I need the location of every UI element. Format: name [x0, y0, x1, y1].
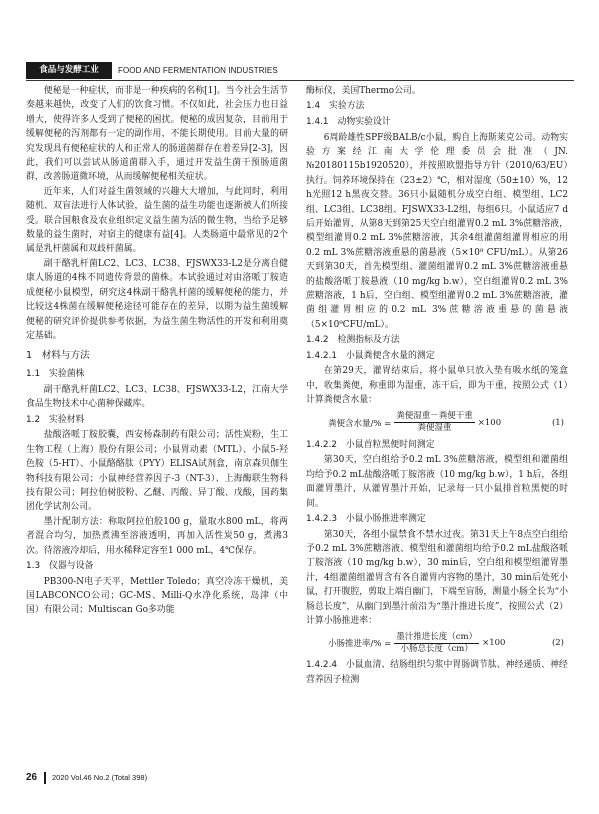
materials-paragraph: 盐酸洛哌丁胺胶囊，西安杨森制药有限公司；活性炭粉，生工生物工程（上海）股份有限公司；小鼠胃动素（MTL）、小鼠5-羟色胺（5-HT）、小鼠酪酪肽（PYY）ELISA试剂盒，南京森贝伽生物科技有限公司；小鼠神经营养因子-3（NT-3）、上海酶联生物科技有限公司；阿拉伯树胶粉、乙醚、丙酸、异丁酸、戊酸，国药集团化学试剂公司。 [26, 430, 288, 513]
formula-2-lhs: 小肠推进率/% = [328, 639, 392, 650]
formula-1-denominator: 粪便湿重 [417, 423, 452, 434]
formula-2 [306, 629, 568, 657]
running-header [26, 62, 574, 80]
formula-1-number: (1) [551, 417, 564, 428]
formula-1-numerator: 粪便湿重－粪便干重 [396, 411, 473, 422]
page-number: 26 [26, 772, 38, 783]
black-stool-paragraph: 第30天，空白组给予0.2 mL 3%蔗糖溶液，模型组和灌菌组均给予0.2 mL盐酸洛哌丁胺溶液（10 mg/kg b.w），1 h后，各组面灌胃墨汁，从灌胃墨汁开始，记录每一只小鼠排首粒黑便的时间。 [306, 455, 568, 509]
section-heading-1-4: 1.4 实验方法 [306, 101, 365, 112]
strains-paragraph: 副干酪乳杆菌LC2、LC3、LC38、FJSWX33-L2，江南大学食品生物技术中心菌种保藏库。 [26, 384, 288, 410]
section-heading-1-4-2: 1.4.2 检测指标及方法 [306, 335, 400, 346]
animal-design-paragraph: 6周龄雄性SPF级BALB/c小鼠，购自上海斯莱克公司。动物实验方案经江南大学伦理委员会批准（JN. №20180115b1920520），并按照欧盟指导方针（2010/63/EU）执行。饲养环境保持在（23±2）℃，相对湿度（50±10）%，12 h光照12 h黑夜交替。36只小鼠随机分成空白组、模型组、LC2组、LC3组、LC38组、FJSWX33-L2组，每组6只。小鼠适应7 d后开始灌胃，从第8天到第25天空白组灌胃0.2 mL 3%蔗糖溶液，模型组灌胃0.2 mL 3%蔗糖溶液，其余4组灌菌组灌胃相应的用0.2 mL 3%蔗糖溶液重悬的菌悬液（5×10⁹ CFU/mL）。从第26天到第30天，首先模型组、灌菌组灌胃0.2 mL 3%蔗糖溶液重悬的盐酸洛哌丁胺悬液（10 mg/kg b.w），空白组灌胃0.2 mL 3%蔗糖溶液，1 h后，空白组、模型组灌胃0.2 mL 3%蔗糖溶液，灌菌组灌胃相应的0.2 mL 3%蔗糖溶液重悬的菌悬液（5×10⁹CFU/mL）。 [306, 132, 568, 330]
section-heading-1-4-2-2: 1.4.2.2 小鼠首粒黑便时间测定 [306, 439, 435, 450]
section-heading-1: 1 材料与方法 [26, 350, 90, 362]
section-heading-1-4-1: 1.4.1 动物实验设计 [306, 117, 391, 127]
left-column [26, 84, 288, 754]
section-heading-1-2: 1.2 实验材料 [26, 414, 85, 425]
footer-divider [44, 772, 46, 784]
intro-paragraph-2: 近年来，人们对益生菌领域的兴趣大大增加，与此同时，利用随机、双盲法进行人体试验，益生菌的益生功能也逐渐被人们所接受。联合国粮食及农业组织定义益生菌为活的微生物，当给予足够数量的益生菌时，对宿主的健康有益[4]。人类肠道中最常见的2个属是乳杆菌属和双歧杆菌属。 [26, 186, 288, 255]
formula-2-denominator: 小肠总长度（cm） [400, 643, 473, 654]
header-rule [26, 80, 574, 81]
page-footer [26, 770, 574, 786]
journal-title-cn: 食品与发酵工业 [26, 62, 112, 79]
instruments-paragraph: PB300-N电子天平，Mettler Toledo；真空冷冻干燥机，美国LABCONCO公司；GC-MS、Milli-Q水净化系统，岛津（中国）有限公司；Multiscan Go多功能 [26, 576, 288, 616]
intro-paragraph-3: 副干酪乳杆菌LC2、LC3、LC38、FJSWX33-L2是分离自健康人肠道的4株不同遗传背景的菌株。本试验通过对由洛哌丁胺造成便秘小鼠模型，研究这4株副干酪乳杆菌的缓解便秘的能力，并比较这4株菌在缓解便秘途径可能存在的差异，以期为益生菌缓解便秘的研究评价提供参考依据，为益生菌生物活性的开发和利用奠定基础。 [26, 258, 288, 341]
section-heading-1-1: 1.1 实验菌株 [26, 369, 85, 380]
section-heading-1-4-2-3: 1.4.2.3 小鼠小肠推进率测定 [306, 513, 426, 524]
formula-2-fraction [394, 632, 479, 655]
issue-info: 2020 Vol.46 No.2 (Total 398) [52, 773, 148, 782]
fecal-water-paragraph: 在第29天，灌胃结束后，将小鼠单只放入垫有吸水纸的笼盒中，收集粪便，称重即为湿重，冻干后，即为干重，按照公式（1）计算粪便含水量： [306, 366, 568, 406]
intestinal-propulsion-paragraph: 第30天，各组小鼠禁食不禁水过夜。第31天上午8点空白组给予0.2 mL 3%蔗糖溶液、模型组和灌菌组均给予0.2 mL盐酸洛哌丁胺溶液（10 mg/kg b.w），30 min后，空白组和模型组灌胃墨汁，4组灌菌组灌胃含有各自灌胃内容物的墨汁，30 min后处死小鼠，打开腹腔，剪取上端自幽门，下端至盲肠，测量小肠全长为“小肠总长度”，从幽门到墨汁前沿为“墨汁推进长度”，按照公式（2）计算小肠推进率： [306, 529, 568, 626]
journal-title-en: FOOD AND FERMENTATION INDUSTRIES [118, 66, 278, 75]
ink-preparation-paragraph: 墨汁配制方法：称取阿拉伯胶100 g，量取水800 mL，将两者混合均匀，加热煮沸至溶液透明，再加入活性炭50 g，煮沸3次。待溶液冷却后，用水稀释定容至1 000 mL，4℃保存。 [26, 516, 288, 556]
section-heading-1-4-2-1: 1.4.2.1 小鼠粪便含水量的测定 [306, 350, 435, 361]
formula-1-lhs: 粪便含水量/% = [328, 418, 392, 429]
section-heading-1-4-2-4: 1.4.2.4 小鼠血清、结肠组织匀浆中胃肠调节肽、神经递质、神经营养因子检测 [306, 660, 568, 685]
formula-1-multiplier: ×100 [477, 417, 502, 428]
section-heading-1-3: 1.3 仪器与设备 [26, 560, 94, 571]
instruments-continued: 酶标仪，美国Thermo公司。 [306, 86, 421, 96]
formula-1-fraction [394, 411, 475, 434]
formula-2-multiplier: ×100 [482, 638, 506, 649]
right-column [306, 84, 568, 754]
formula-2-numerator: 墨汁推进长度（cm） [396, 631, 478, 642]
formula-2-number: (2) [551, 638, 564, 649]
intro-paragraph-1: 便秘是一种症状，而非是一种疾病的名称[1]。当今社会生活节奏越来越快，改变了人们的饮食习惯。不仅如此，社会压力也日益增大，使得许多人受到了便秘的困扰。便秘的成因复杂，目前用于缓解便秘的泻剂都有一定的副作用，不能长期使用。目前大量的研究发现具有便秘症状的人和正常人的肠道菌群存在着差异[2-3]，因此，我们可以尝试从肠道菌群入手，通过开发益生菌干预肠道菌群，改善肠道微环境，从而缓解便秘相关症状。 [26, 86, 288, 183]
formula-1 [306, 409, 568, 437]
